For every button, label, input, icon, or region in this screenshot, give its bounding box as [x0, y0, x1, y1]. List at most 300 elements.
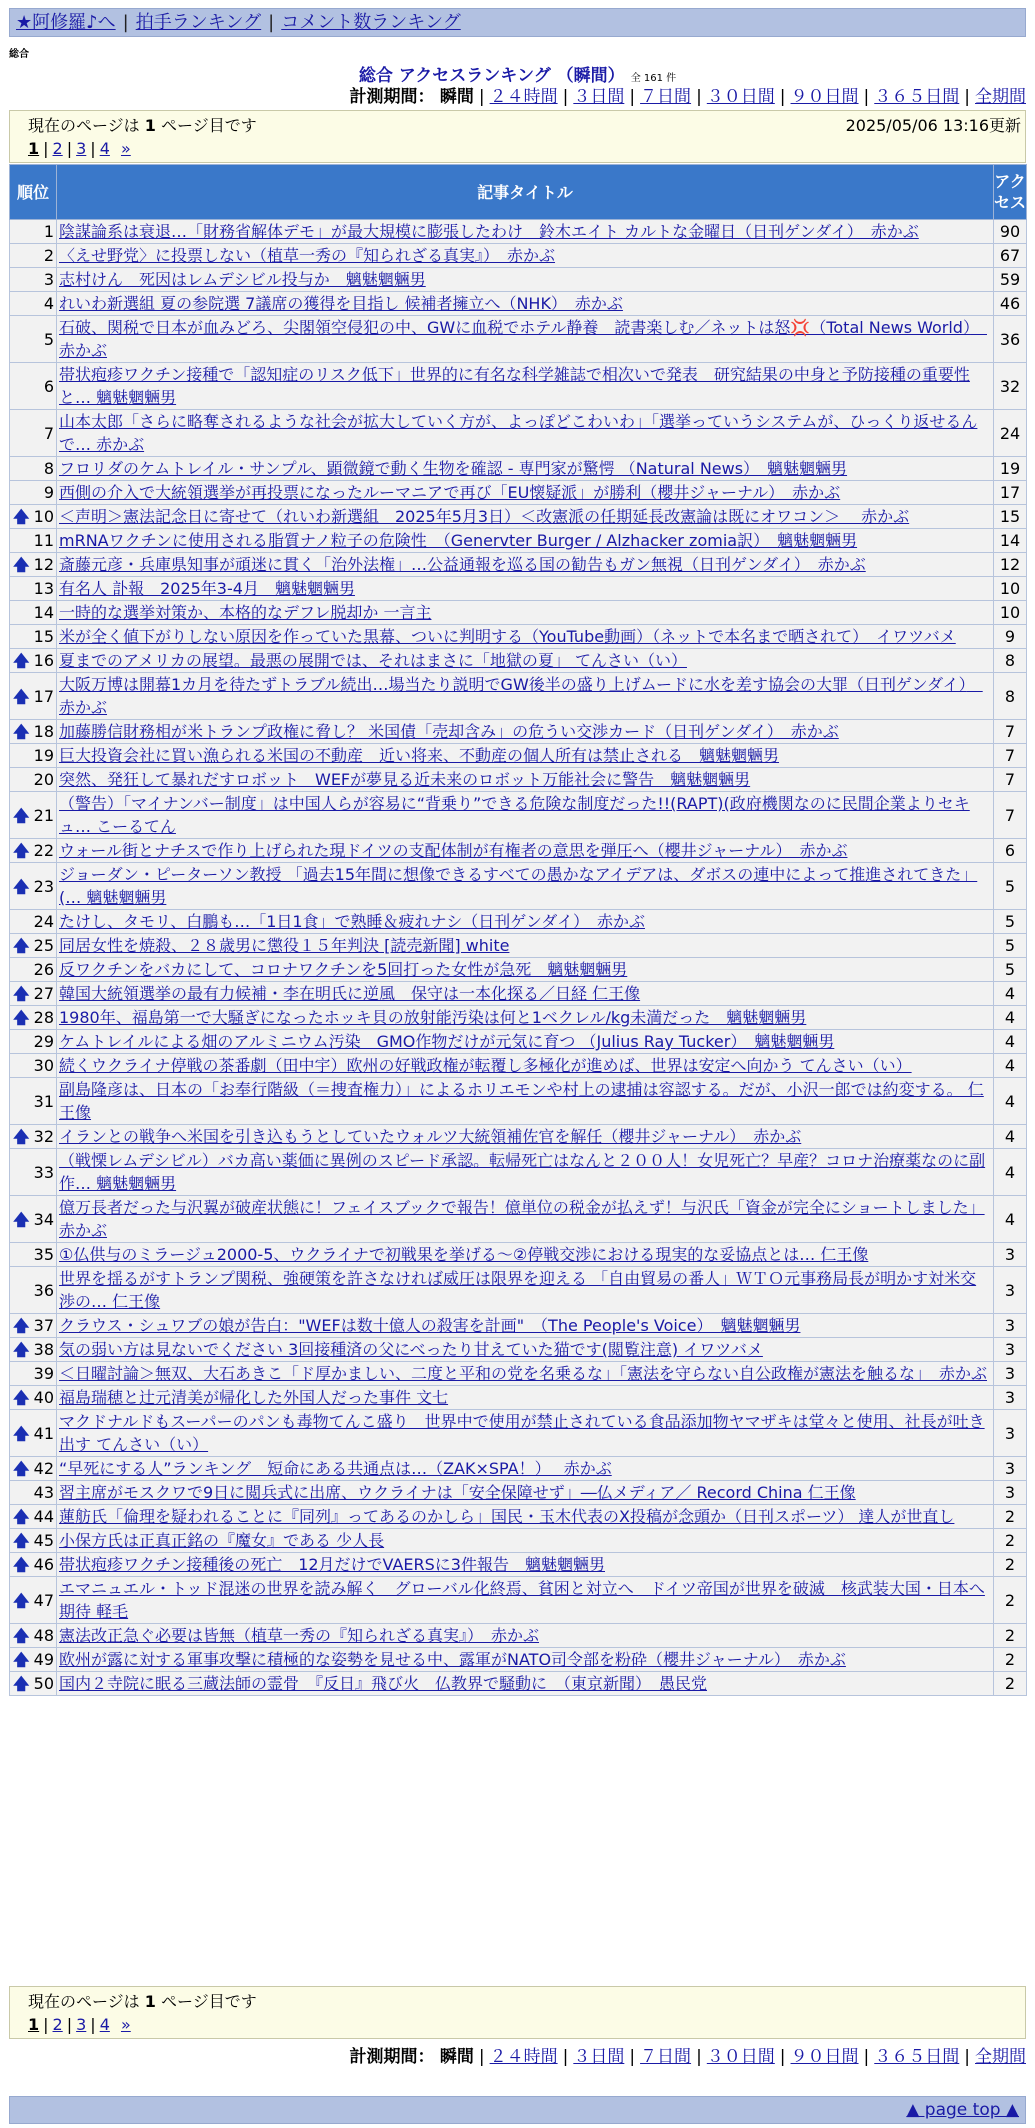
rank-number: 30 — [33, 1056, 54, 1075]
access-count: 4 — [994, 982, 1027, 1006]
comment-ranking-link[interactable]: コメント数ランキング — [281, 12, 461, 33]
rank-cell — [10, 863, 57, 910]
rank-cell — [10, 1481, 57, 1505]
header-rank: 順位 — [10, 165, 57, 220]
rank-number: 21 — [33, 805, 54, 825]
access-count: 12 — [994, 553, 1027, 577]
article-link[interactable]: 気の弱い方は見ないでください 3回接種済の父にべったり甘えていた猫です(閲覧注意) イワツバメ — [59, 1340, 763, 1359]
page-1: 1 — [28, 139, 40, 158]
article-link[interactable]: 欧州が露に対する軍事攻撃に積極的な姿勢を見せる中、露軍がNATO司令部を粉砕（櫻井ジャーナル） 赤かぶ — [59, 1650, 846, 1669]
rank-up-arrow-icon: 🡅 — [13, 1531, 30, 1550]
rank-number: 3 — [43, 270, 54, 289]
article-link[interactable]: “早死にする人”ランキング 短命にある共通点は…（ZAK×SPA！） 赤かぶ — [59, 1459, 612, 1478]
article-link[interactable]: 帯状疱疹ワクチン接種後の死亡 12月だけでVAERSに3件報告 魑魅魍魎男 — [59, 1555, 605, 1574]
title-cell — [57, 1410, 994, 1457]
rank-up-arrow-icon: 🡅 — [13, 1650, 30, 1669]
rank-cell — [10, 244, 57, 268]
article-link[interactable]: 米が全く値下がりしない原因を作っていた黒幕、ついに判明する（YouTube動画）（ネットで本名まで晒されて） イワツバメ — [59, 627, 956, 646]
title-cell — [57, 505, 994, 529]
rank-cell — [10, 720, 57, 744]
article-link[interactable]: 反ワクチンをバカにして、コロナワクチンを5回打った女性が急死 魑魅魍魎男 — [59, 960, 628, 979]
access-count: 32 — [994, 363, 1027, 410]
access-count: 19 — [994, 457, 1027, 481]
rank-cell — [10, 1386, 57, 1410]
title-cell — [57, 720, 994, 744]
table-row — [10, 792, 1027, 839]
rank-cell — [10, 481, 57, 505]
page-2-link[interactable]: 2 — [52, 139, 63, 158]
period-3d[interactable]: ３日間 — [573, 87, 625, 107]
article-link[interactable]: ケムトレイルによる畑のアルミニウム汚染 GMO作物だけが元気に育つ （Julius Ray Tucker） 魑魅魍魎男 — [59, 1032, 835, 1051]
article-link[interactable]: 加藤勝信財務相が米トランプ政権に脅し？ 米国債「売却含み」の危うい交渉カード（日刊ゲンダイ） 赤かぶ — [59, 722, 839, 741]
title-cell — [57, 481, 994, 505]
period-label: 計測期間： — [349, 87, 435, 107]
rank-up-arrow-icon: 🡅 — [13, 1423, 30, 1443]
rank-cell — [10, 1030, 57, 1054]
rank-cell — [10, 292, 57, 316]
article-link[interactable]: 福島瑞穂と辻元清美が帰化した外国人だった事件 文七 — [59, 1388, 449, 1407]
title-cell — [57, 934, 994, 958]
table-row — [10, 1196, 1027, 1243]
rank-number: 1 — [43, 222, 54, 241]
period-all[interactable]: 全期間 — [975, 2047, 1026, 2067]
footer-bar — [9, 2096, 1026, 2124]
access-count: 7 — [994, 744, 1027, 768]
article-link[interactable]: 巨大投資会社に買い漁られる米国の不動産 近い将来、不動産の個人所有は禁止される 魑魅魍魎男 — [59, 746, 780, 765]
table-row — [10, 316, 1027, 363]
period-selector-top: 計測期間： 瞬間 | ２４時間 | ３日間 | ７日間 | ３０日間 | ９０日間 | ３６５日間 | 全期間 — [349, 87, 1026, 107]
rank-number: 28 — [33, 1008, 54, 1027]
article-link[interactable]: 帯状疱疹ワクチン接種で「認知症のリスク低下」世界的に有名な科学雑誌で相次いで発表 研究結果の中身と予防接種の重要性と… 魑魅魍魎男 — [59, 365, 970, 407]
article-link[interactable]: 同居女性を焼殺、２８歳男に懲役１５年判決 [読売新聞] white — [59, 936, 510, 955]
rank-cell — [10, 649, 57, 673]
table-row — [10, 1149, 1027, 1196]
article-link[interactable]: ①仏供与のミラージュ2000-5、ウクライナで初戦果を挙げる～②停戦交渉における現実的な妥協点とは… 仁王像 — [59, 1245, 869, 1264]
period-365d[interactable]: ３６５日間 — [874, 87, 960, 107]
rank-number: 5 — [43, 329, 54, 349]
access-count: 3 — [994, 1362, 1027, 1386]
rank-number: 13 — [33, 579, 54, 598]
rank-number: 2 — [43, 246, 54, 265]
period-24h[interactable]: ２４時間 — [489, 87, 558, 107]
rank-up-arrow-icon: 🡅 — [13, 936, 30, 955]
table-row — [10, 1529, 1027, 1553]
title-cell — [57, 1338, 994, 1362]
rank-number: 15 — [33, 627, 54, 646]
table-row — [10, 1672, 1027, 1696]
rank-up-arrow-icon: 🡅 — [13, 1008, 30, 1027]
article-link[interactable]: 憲法改正急ぐ必要は皆無（植草一秀の『知られざる真実』） 赤かぶ — [59, 1626, 540, 1645]
rank-cell — [10, 505, 57, 529]
rank-up-arrow-icon: 🡅 — [13, 651, 30, 670]
table-row — [10, 1314, 1027, 1338]
table-row — [10, 1481, 1027, 1505]
separator: | — [122, 12, 129, 33]
rank-number: 23 — [33, 876, 54, 896]
table-row — [10, 673, 1027, 720]
access-count: 2 — [994, 1505, 1027, 1529]
rank-number: 6 — [43, 376, 54, 396]
title-cell — [57, 1362, 994, 1386]
title-cell — [57, 649, 994, 673]
period-7d[interactable]: ７日間 — [640, 87, 692, 107]
rank-number: 36 — [33, 1280, 54, 1300]
title-cell — [57, 1386, 994, 1410]
rank-number: 31 — [33, 1091, 54, 1111]
rank-cell — [10, 1149, 57, 1196]
article-link[interactable]: 大阪万博は開幕1カ月を待たずトラブル続出…場当たり説明でGW後半の盛り上げムードに水を差す協会の大罪（日刊ゲンダイ） 赤かぶ — [59, 675, 983, 717]
title-cell — [57, 220, 994, 244]
table-row — [10, 1410, 1027, 1457]
title-cell — [57, 1457, 994, 1481]
rank-up-arrow-icon: 🡅 — [13, 686, 30, 706]
rank-up-arrow-icon: 🡅 — [13, 1555, 30, 1574]
rank-number: 41 — [33, 1423, 54, 1443]
article-link[interactable]: mRNAワクチンに使用される脂質ナノ粒子の危険性 （Genervter Burger / Alzhacker zomia訳） 魑魅魍魎男 — [59, 531, 858, 550]
article-link[interactable]: 国内２寺院に眠る三蔵法師の霊骨 『反日』飛び火 仏教界で騒動に （東京新聞） 愚民党 — [59, 1674, 708, 1693]
page-3-link[interactable]: 3 — [76, 2015, 87, 2034]
title-cell — [57, 553, 994, 577]
title-cell — [57, 839, 994, 863]
rank-up-arrow-icon: 🡅 — [13, 1388, 30, 1407]
rank-number: 4 — [43, 294, 54, 313]
rank-up-arrow-icon: 🡅 — [13, 1674, 30, 1693]
page-info-top — [9, 110, 1026, 163]
current-page-text: 現在のページは 1 ページ目です — [28, 1992, 257, 2011]
access-count: 3 — [994, 1410, 1027, 1457]
table-row — [10, 481, 1027, 505]
article-link[interactable]: 蓮舫氏「倫理を疑われることに『同列』ってあるのかしら」国民・玉木代表のX投稿が念頭か（日刊スポーツ） 達人が世直し — [59, 1507, 955, 1526]
article-link[interactable]: 副島隆彦は、日本の「お奉行階級（＝捜査権力）」によるホリエモンや村上の逮捕は容認する。だが、小沢一郎では約変する。 仁王像 — [59, 1080, 984, 1122]
rank-up-arrow-icon: 🡅 — [13, 555, 30, 574]
rank-cell — [10, 982, 57, 1006]
table-row — [10, 1648, 1027, 1672]
rank-up-arrow-icon: 🡅 — [13, 876, 30, 896]
access-count: 2 — [994, 1648, 1027, 1672]
rank-number: 48 — [33, 1626, 54, 1645]
rank-number: 24 — [33, 912, 54, 931]
access-count: 5 — [994, 958, 1027, 982]
article-link[interactable]: 世界を揺るがすトランプ関税、強硬策を許さなければ威圧は限界を迎える 「自由貿易の番人」ＷＴＯ元事務局長が明かす対米交渉の… 仁王像 — [59, 1269, 977, 1311]
title-cell — [57, 1529, 994, 1553]
rank-up-arrow-icon: 🡅 — [13, 507, 30, 526]
top-nav-bar — [9, 8, 1026, 37]
article-link[interactable]: たけし、タモリ、白鵬も…「1日1食」で熟睡＆疲れナシ（日刊ゲンダイ） 赤かぶ — [59, 912, 645, 931]
rank-up-arrow-icon: 🡅 — [13, 1316, 30, 1335]
rank-number: 38 — [33, 1340, 54, 1359]
rank-number: 22 — [33, 841, 54, 860]
rank-cell — [10, 1577, 57, 1624]
rank-cell — [10, 1553, 57, 1577]
article-link[interactable]: 斎藤元彦・兵庫県知事が頑迷に貫く「治外法権」…公益通報を巡る国の勧告もガン無視（日刊ゲンダイ） 赤かぶ — [59, 555, 866, 574]
access-count: 10 — [994, 601, 1027, 625]
rank-number: 12 — [33, 555, 54, 574]
title-cell — [57, 768, 994, 792]
access-count: 8 — [994, 673, 1027, 720]
title-cell — [57, 1243, 994, 1267]
rank-up-arrow-icon: 🡅 — [13, 1340, 30, 1359]
rank-up-arrow-icon: 🡅 — [13, 1507, 30, 1526]
home-link[interactable]: ★阿修羅♪へ — [16, 12, 116, 33]
table-row — [10, 1125, 1027, 1149]
title-cell — [57, 1648, 994, 1672]
article-link[interactable]: マクドナルドもスーパーのパンも毒物てんこ盛り 世界中で使用が禁止されている食品添加物ヤマザキは堂々と使用、社長が吐き出す てんさい（い） — [59, 1412, 985, 1454]
title-cell — [57, 1006, 994, 1030]
article-link[interactable]: ジョーダン・ピーターソン教授 「過去15年間に想像できるすべての愚かなアイデアは、ダボスの連中によって推進されてきた」(… 魑魅魍魎男 — [59, 865, 978, 907]
period-365d[interactable]: ３６５日間 — [874, 2047, 960, 2067]
rank-cell — [10, 673, 57, 720]
rank-cell — [10, 768, 57, 792]
title-cell — [57, 673, 994, 720]
article-link[interactable]: 西側の介入で大統領選挙が再投票になったルーマニアで再び「EU懐疑派」が勝利（櫻井ジャーナル） 赤かぶ — [59, 483, 841, 502]
table-row — [10, 1030, 1027, 1054]
updated-timestamp: 2025/05/06 13:16更新 — [845, 116, 1021, 135]
rank-up-arrow-icon: 🡅 — [13, 1127, 30, 1146]
period-current: 瞬間 — [439, 87, 474, 107]
next-page-link[interactable]: » — [120, 139, 131, 158]
rank-cell — [10, 625, 57, 649]
article-link[interactable]: 突然、発狂して暴れだすロボット WEFが夢見る近未来のロボット万能社会に警告 魑魅魍魎男 — [59, 770, 751, 789]
page-info-bottom — [9, 1986, 1026, 2039]
title-cell — [57, 1505, 994, 1529]
table-row — [10, 244, 1027, 268]
access-count: 7 — [994, 792, 1027, 839]
rank-number: 39 — [33, 1364, 54, 1383]
page-title: 総合 アクセスランキング （瞬間） — [358, 66, 625, 86]
access-count: 6 — [994, 839, 1027, 863]
period-7d[interactable]: ７日間 — [640, 2047, 692, 2067]
title-cell — [57, 244, 994, 268]
article-link[interactable]: れいわ新選組 夏の参院選 7議席の獲得を目指し 候補者擁立へ（NHK） 赤かぶ — [59, 294, 623, 313]
page-4-link[interactable]: 4 — [99, 139, 110, 158]
title-cell — [57, 1624, 994, 1648]
rank-number: 26 — [33, 960, 54, 979]
rank-cell — [10, 1457, 57, 1481]
rank-number: 37 — [33, 1316, 54, 1335]
table-row — [10, 768, 1027, 792]
article-link[interactable]: 志村けん 死因はレムデシビル投与か 魑魅魍魎男 — [59, 270, 426, 289]
article-link[interactable]: ＜声明＞憲法記念日に寄せて（れいわ新選組 2025年5月3日）＜改憲派の任期延長改憲論は既にオワコン＞ 赤かぶ — [59, 507, 910, 526]
table-row — [10, 505, 1027, 529]
access-count: 36 — [994, 316, 1027, 363]
table-row — [10, 720, 1027, 744]
page-title-row — [0, 61, 1035, 86]
period-90d[interactable]: ９０日間 — [790, 87, 859, 107]
page-1: 1 — [28, 2015, 40, 2034]
access-count: 4 — [994, 1054, 1027, 1078]
article-link[interactable]: ウォール街とナチスで作り上げられた現ドイツの支配体制が有権者の意思を弾圧へ（櫻井ジャーナル） 赤かぶ — [59, 841, 848, 860]
next-page-link[interactable]: » — [120, 2015, 131, 2034]
title-cell — [57, 1196, 994, 1243]
access-count: 46 — [994, 292, 1027, 316]
access-count: 9 — [994, 625, 1027, 649]
table-row — [10, 1267, 1027, 1314]
rank-cell — [10, 744, 57, 768]
access-count: 2 — [994, 1624, 1027, 1648]
access-count: 2 — [994, 1577, 1027, 1624]
table-row — [10, 457, 1027, 481]
period-30d[interactable]: ３０日間 — [706, 2047, 775, 2067]
access-count: 14 — [994, 529, 1027, 553]
article-link[interactable]: 石破、関税で日本が血みどろ、尖閣領空侵犯の中、GWに血税でホテル静養 読書楽しむ／ネットは怒💢（Total News World） 赤かぶ — [59, 318, 987, 360]
table-row — [10, 268, 1027, 292]
access-count: 67 — [994, 244, 1027, 268]
access-count: 3 — [994, 1481, 1027, 1505]
title-cell — [57, 1481, 994, 1505]
table-row — [10, 553, 1027, 577]
table-row — [10, 1386, 1027, 1410]
rank-cell — [10, 958, 57, 982]
article-link[interactable]: 山本太郎「さらに略奪されるような社会が拡大していく方が、よっぽどこわいわ」「選挙っていうシステムが、ひっくり返せるんで… 赤かぶ — [59, 412, 978, 454]
title-cell — [57, 457, 994, 481]
rank-cell — [10, 1529, 57, 1553]
rank-number: 25 — [33, 936, 54, 955]
rank-up-arrow-icon: 🡅 — [13, 1209, 30, 1229]
rank-number: 14 — [33, 603, 54, 622]
table-row — [10, 934, 1027, 958]
article-link[interactable]: 一時的な選挙対策か、本格的なデフレ脱却か 一言主 — [59, 603, 432, 622]
access-count: 3 — [994, 1267, 1027, 1314]
rank-number: 47 — [33, 1590, 54, 1610]
table-row — [10, 410, 1027, 457]
title-cell — [57, 292, 994, 316]
article-link[interactable]: 有名人 訃報 2025年3-4月 魑魅魍魎男 — [59, 579, 355, 598]
access-count: 3 — [994, 1386, 1027, 1410]
article-link[interactable]: 1980年、福島第一で大騒ぎになったホッキ貝の放射能汚染は何と1ベクレル/kg未満だった 魑魅魍魎男 — [59, 1008, 807, 1027]
access-count: 4 — [994, 1006, 1027, 1030]
rank-number: 9 — [43, 483, 54, 502]
rank-cell — [10, 316, 57, 363]
rank-cell — [10, 1314, 57, 1338]
rank-cell — [10, 1267, 57, 1314]
rank-cell — [10, 1648, 57, 1672]
table-row — [10, 1553, 1027, 1577]
pagination: 1 | 2 | 3 | 4 » — [28, 2015, 131, 2034]
rank-number: 34 — [33, 1209, 54, 1229]
rank-number: 18 — [33, 722, 54, 741]
access-count: 15 — [994, 505, 1027, 529]
article-link[interactable]: 億万長者だった与沢翼が破産状態に！フェイスブックで報告！億単位の税金が払えず！与沢氏「資金が完全にショートしました」 赤かぶ — [59, 1198, 985, 1240]
page-top-link[interactable]: ▲ page top ▲ — [906, 2100, 1019, 2120]
rank-cell — [10, 934, 57, 958]
article-link[interactable]: 〈えせ野党〉に投票しない（植草一秀の『知られざる真実』） 赤かぶ — [59, 246, 556, 265]
access-count: 5 — [994, 910, 1027, 934]
title-cell — [57, 601, 994, 625]
title-cell — [57, 1577, 994, 1624]
title-cell — [57, 1553, 994, 1577]
title-cell — [57, 625, 994, 649]
rank-number: 17 — [33, 686, 54, 706]
clap-ranking-link[interactable]: 拍手ランキング — [135, 12, 262, 33]
access-count: 2 — [994, 1529, 1027, 1553]
access-count: 5 — [994, 934, 1027, 958]
table-row — [10, 577, 1027, 601]
table-row — [10, 601, 1027, 625]
table-row — [10, 863, 1027, 910]
rank-cell — [10, 1410, 57, 1457]
table-row — [10, 625, 1027, 649]
article-link[interactable]: 陰謀論系は衰退…「財務省解体デモ」が最大規模に膨張したわけ 鈴木エイト カルトな金曜日（日刊ゲンダイ） 赤かぶ — [59, 222, 919, 241]
current-page-text: 現在のページは 1 ページ目です — [28, 116, 257, 135]
access-count: 2 — [994, 1553, 1027, 1577]
category-label: 総合 — [9, 49, 29, 60]
period-30d[interactable]: ３０日間 — [706, 87, 775, 107]
rank-up-arrow-icon: 🡅 — [13, 1459, 30, 1478]
table-row — [10, 1243, 1027, 1267]
rank-number: 27 — [33, 984, 54, 1003]
rank-number: 45 — [33, 1531, 54, 1550]
rank-number: 44 — [33, 1507, 54, 1526]
page-3-link[interactable]: 3 — [76, 139, 87, 158]
article-link[interactable]: （警告）「マイナンバー制度」は中国人らが容易に“背乗り”できる危険な制度だった!!(RAPT)(政府機関なのに民間企業よりセキュ… こーるてん — [59, 794, 970, 836]
page-2-link[interactable]: 2 — [52, 2015, 63, 2034]
article-link[interactable]: 続くウクライナ停戦の茶番劇（田中宇）欧州の好戦政権が転覆し多極化が進めば、世界は安定へ向かう てんさい（い） — [59, 1056, 912, 1075]
table-row — [10, 1624, 1027, 1648]
period-90d[interactable]: ９０日間 — [790, 2047, 859, 2067]
article-link[interactable]: 夏までのアメリカの展望。最悪の展開では、それはまさに「地獄の夏」 てんさい（い） — [59, 651, 687, 670]
article-link[interactable]: フロリダのケムトレイル・サンプル、顕微鏡で動く生物を確認 - 専門家が驚愕 （Natural News） 魑魅魍魎男 — [59, 459, 848, 478]
table-row — [10, 839, 1027, 863]
access-count: 4 — [994, 1149, 1027, 1196]
title-cell — [57, 1267, 994, 1314]
rank-up-arrow-icon: 🡅 — [13, 1590, 30, 1610]
rank-cell — [10, 1243, 57, 1267]
article-link[interactable]: ＜日曜討論＞無双、大石あきこ「ド厚かましい、二度と平和の党を名乗るな」「憲法を守らない自公政権が憲法を触るな」 赤かぶ — [59, 1364, 988, 1383]
header-access: アクセス — [994, 165, 1027, 220]
title-cell — [57, 744, 994, 768]
title-cell — [57, 1672, 994, 1696]
period-3d[interactable]: ３日間 — [573, 2047, 625, 2067]
article-link[interactable]: 小保方氏は正真正銘の『魔女』である 少人長 — [59, 1531, 385, 1550]
table-row — [10, 363, 1027, 410]
rank-cell — [10, 1338, 57, 1362]
rank-number: 20 — [33, 770, 54, 789]
access-count: 4 — [994, 1030, 1027, 1054]
page-4-link[interactable]: 4 — [99, 2015, 110, 2034]
title-cell — [57, 1078, 994, 1125]
article-link[interactable]: クラウス・シュワブの娘が告白："WEFは数十億人の殺害を計画" （The People's Voice） 魑魅魍魎男 — [59, 1316, 801, 1335]
table-row — [10, 910, 1027, 934]
table-row — [10, 1078, 1027, 1125]
pagination: 1 | 2 | 3 | 4 » — [28, 139, 131, 158]
rank-cell — [10, 910, 57, 934]
access-count: 3 — [994, 1338, 1027, 1362]
rank-number: 16 — [33, 651, 54, 670]
article-link[interactable]: エマニュエル・トッド混迷の世界を読み解く グローバル化終焉、貧困と対立へ ドイツ帝国が世界を破滅 核武装大国・日本へ期待 軽毛 — [59, 1579, 985, 1621]
period-selector-bottom: 計測期間： 瞬間 | ２４時間 | ３日間 | ７日間 | ３０日間 | ９０日間 | ３６５日間 | 全期間 — [349, 2047, 1026, 2067]
article-link[interactable]: 習主席がモスクワで9日に閲兵式に出席、ウクライナは「安全保障せず」―仏メディア／ Record China 仁王像 — [59, 1483, 856, 1502]
article-link[interactable]: イランとの戦争へ米国を引き込もうとしていたウォルツ大統領補佐官を解任（櫻井ジャーナル） 赤かぶ — [59, 1127, 802, 1146]
access-count: 4 — [994, 1196, 1027, 1243]
table-row — [10, 529, 1027, 553]
article-link[interactable]: （戦慄レムデシビル）バカ高い薬価に異例のスピード承認。転帰死亡はなんと２００人！女児死亡？早産？コロナ治療薬なのに副作… 魑魅魍魎男 — [59, 1151, 986, 1193]
period-24h[interactable]: ２４時間 — [489, 2047, 558, 2067]
period-current: 瞬間 — [439, 2047, 474, 2067]
rank-cell — [10, 1196, 57, 1243]
table-row — [10, 1054, 1027, 1078]
rank-cell — [10, 363, 57, 410]
article-link[interactable]: 韓国大統領選挙の最有力候補・李在明氏に逆風 保守は一本化探る／日経 仁王像 — [59, 984, 641, 1003]
rank-cell — [10, 1054, 57, 1078]
period-all[interactable]: 全期間 — [975, 87, 1026, 107]
rank-cell — [10, 529, 57, 553]
title-cell — [57, 410, 994, 457]
rank-cell — [10, 553, 57, 577]
title-cell — [57, 910, 994, 934]
title-cell — [57, 316, 994, 363]
rank-cell — [10, 1006, 57, 1030]
table-row — [10, 1577, 1027, 1624]
